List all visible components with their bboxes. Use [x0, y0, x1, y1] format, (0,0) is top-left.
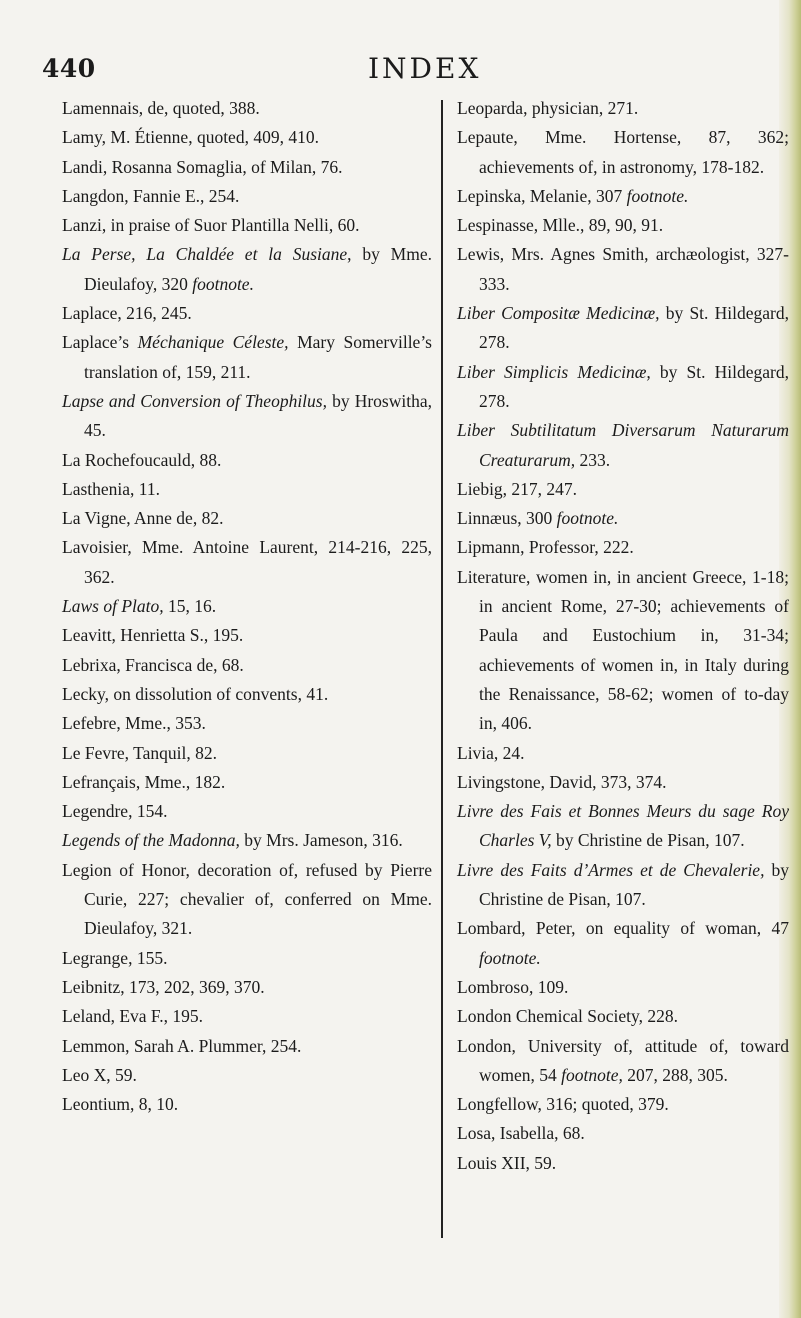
- entry-text: Lamy, M. Étienne, quoted, 409, 410.: [62, 127, 319, 148]
- index-entry: [62, 182, 432, 211]
- entry-text: Lebrixa, Francisca de, 68.: [62, 654, 244, 675]
- entry-text: Laplace’s: [62, 332, 138, 353]
- index-entry: [62, 446, 432, 475]
- entry-text: Legendre, 154.: [62, 801, 168, 822]
- page-header: [0, 52, 801, 92]
- entry-text: Lombard, Peter, on equality of woman, 47: [457, 918, 789, 939]
- index-entry: [457, 1002, 789, 1031]
- entry-text: 15, 16.: [163, 596, 217, 617]
- entry-text: Livia, 24.: [457, 742, 525, 763]
- entry-text: Liber Subtilitatum Diversarum Naturarum Creaturarum,: [457, 420, 789, 470]
- entry-text: Literature, women in, in ancient Greece, 1-18; in ancient Rome, 27-30; achievements of Paula and Eustochium in, 31-34; achievements of women in, in Italy during the Renaissance, 58-62; women of to-day in, 406.: [457, 566, 789, 734]
- index-entry: [457, 973, 789, 1002]
- index-entry: [62, 856, 432, 944]
- index-entry: [62, 1061, 432, 1090]
- index-entry: [62, 123, 432, 152]
- entry-text: Landi, Rosanna Somaglia, of Milan, 76.: [62, 156, 343, 177]
- entry-text: Linnæus, 300: [457, 508, 557, 529]
- entry-text: , by Mme. Dieulafoy, 320: [84, 244, 432, 294]
- index-entry: [457, 739, 789, 768]
- entry-text: Leland, Eva F., 195.: [62, 1006, 203, 1027]
- entry-text: Lanzi, in praise of Suor Plantilla Nelli, 60.: [62, 215, 360, 236]
- entry-text: footnote.: [192, 273, 254, 294]
- index-entry: [457, 504, 789, 533]
- index-entry: [62, 1002, 432, 1031]
- index-entry: [62, 680, 432, 709]
- index-entry: [62, 944, 432, 973]
- entry-text: Lespinasse, Mlle., 89, 90, 91.: [457, 215, 664, 236]
- entry-text: Legends of the Madonna,: [62, 830, 240, 851]
- entry-text: 233.: [575, 449, 611, 470]
- entry-text: by St. Hildegard, 278.: [479, 361, 789, 411]
- entry-text: Lamennais, de, quoted, 388.: [62, 98, 260, 118]
- entry-text: Lombroso, 109.: [457, 976, 569, 997]
- index-entry: [457, 182, 789, 211]
- index-entry: [62, 826, 432, 855]
- index-entry: [457, 1149, 789, 1178]
- index-entry: [457, 1032, 789, 1091]
- entry-text: London, University of, attitude of, toward women, 54: [457, 1035, 789, 1085]
- index-entry: [62, 739, 432, 768]
- index-entry: [62, 768, 432, 797]
- index-entry: [62, 709, 432, 738]
- entry-text: Lemmon, Sarah A. Plummer, 254.: [62, 1035, 302, 1056]
- index-entry: [62, 1090, 432, 1119]
- entry-text: footnote.: [556, 508, 619, 529]
- index-entry: [457, 211, 789, 240]
- entry-text: Mary Somerville’s translation of, 159, 211.: [84, 332, 432, 382]
- index-entry: [457, 856, 789, 915]
- entry-text: Leibnitz, 173, 202, 369, 370.: [62, 976, 265, 997]
- entry-text: Leo X, 59.: [62, 1064, 137, 1085]
- index-entry: [457, 1090, 789, 1119]
- entry-text: Losa, Isabella, 68.: [457, 1123, 585, 1144]
- index-entry: [457, 123, 789, 182]
- column-divider: [441, 100, 443, 1238]
- index-entry: [62, 533, 432, 592]
- entry-text: Lavoisier, Mme. Antoine Laurent, 214-216, 225, 362.: [62, 537, 432, 587]
- entry-text: by Hroswitha, 45.: [84, 390, 432, 441]
- entry-text: Livre des Fais et Bonnes Meurs du sage Roy Charles V,: [457, 801, 789, 851]
- entry-text: Lefrançais, Mme., 182.: [62, 771, 226, 792]
- entry-text: La Rochefoucauld, 88.: [62, 449, 222, 470]
- entry-text: Méchanique Céleste,: [137, 332, 289, 353]
- index-entry: [62, 592, 432, 621]
- entry-text: La Perse, La Chaldée et la Susiane: [62, 244, 348, 265]
- entry-text: by Christine de Pisan, 107.: [551, 830, 745, 851]
- entry-text: by St. Hildegard, 278.: [479, 303, 789, 353]
- entry-text: Langdon, Fannie E., 254.: [62, 185, 240, 206]
- entry-text: Longfellow, 316; quoted, 379.: [457, 1094, 669, 1115]
- entry-text: Louis XII, 59.: [457, 1152, 557, 1173]
- left-index-column: [62, 94, 432, 1119]
- index-entry: [62, 1032, 432, 1061]
- index-entry: [457, 768, 789, 797]
- index-entry: [62, 387, 432, 446]
- index-entry: [457, 240, 789, 299]
- index-entry: [62, 475, 432, 504]
- index-entry: [62, 504, 432, 533]
- index-entry: [457, 914, 789, 973]
- index-entry: [62, 973, 432, 1002]
- entry-text: Laplace, 216, 245.: [62, 303, 192, 324]
- index-entry: [457, 797, 789, 856]
- entry-text: Legion of Honor, decoration of, refused by Pierre Curie, 227; chevalier of, conferred on Mme. Dieulafoy, 321.: [62, 859, 432, 939]
- entry-text: Legrange, 155.: [62, 947, 168, 968]
- entry-text: Livre des Faits d’Armes et de Chevalerie,: [457, 859, 765, 880]
- entry-text: London Chemical Society, 228.: [457, 1006, 678, 1027]
- entry-text: Lapse and Conversion of Theophilus,: [62, 390, 327, 411]
- entry-text: Lasthenia, 11.: [62, 478, 161, 499]
- index-entry: [457, 563, 789, 739]
- entry-text: Livingstone, David, 373, 374.: [457, 771, 667, 792]
- entry-text: Liebig, 217, 247.: [457, 478, 578, 499]
- entry-text: Laws of Plato,: [62, 596, 164, 617]
- entry-text: footnote.: [626, 185, 689, 206]
- index-entry: [457, 475, 789, 504]
- index-entry: [62, 153, 432, 182]
- entry-text: by Mrs. Jameson, 316.: [239, 830, 403, 851]
- entry-text: by Christine de Pisan, 107.: [479, 859, 789, 910]
- entry-text: Lepaute, Mme. Hortense, 87, 362; achievements of, in astronomy, 178-182.: [457, 127, 789, 177]
- entry-text: La Vigne, Anne de, 82.: [62, 508, 224, 529]
- entry-text: Lipmann, Professor, 222.: [457, 537, 634, 558]
- entry-text: Leontium, 8, 10.: [62, 1094, 179, 1115]
- entry-text: Lecky, on dissolution of convents, 41.: [62, 683, 329, 704]
- index-entry: [62, 94, 432, 123]
- index-entry: [62, 299, 432, 328]
- index-entry: [457, 358, 789, 417]
- index-entry: [457, 1119, 789, 1148]
- entry-text: Lewis, Mrs. Agnes Smith, archæologist, 327-333.: [457, 244, 789, 294]
- entry-text: 207, 288, 305.: [622, 1064, 728, 1085]
- page-number: 440: [42, 54, 96, 83]
- entry-text: Leavitt, Henrietta S., 195.: [62, 625, 244, 646]
- index-entry: [457, 94, 789, 123]
- index-entry: [62, 328, 432, 387]
- index-entry: [62, 621, 432, 650]
- entry-text: Liber Compositæ Medicinæ,: [457, 303, 660, 324]
- right-index-column: [457, 94, 789, 1178]
- entry-text: Le Fevre, Tanquil, 82.: [62, 742, 217, 763]
- index-entry: [457, 533, 789, 562]
- entry-text: footnote,: [561, 1064, 623, 1085]
- index-entry: [62, 240, 432, 299]
- entry-text: Lepinska, Melanie, 307: [457, 185, 627, 206]
- entry-text: Lefebre, Mme., 353.: [62, 713, 206, 734]
- index-entry: [457, 299, 789, 358]
- index-entry: [62, 651, 432, 680]
- entry-text: footnote.: [479, 947, 541, 968]
- index-entry: [62, 797, 432, 826]
- page-title: INDEX: [368, 52, 482, 85]
- entry-text: Liber Simplicis Medicinæ,: [457, 361, 651, 382]
- entry-text: Leoparda, physician, 271.: [457, 98, 639, 118]
- index-entry: [457, 416, 789, 475]
- index-entry: [62, 211, 432, 240]
